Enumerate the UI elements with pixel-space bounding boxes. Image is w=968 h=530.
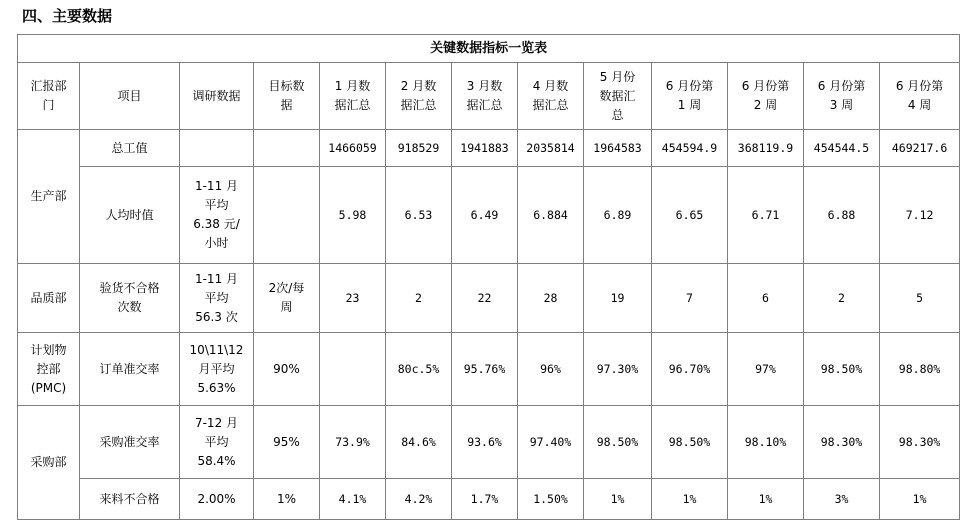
value-cell: 469217.6: [880, 130, 960, 167]
table-row: [18, 167, 960, 264]
value-cell: 2: [386, 264, 452, 333]
value-cell: 4.1%: [320, 479, 386, 520]
value-cell: 6.65: [652, 167, 728, 264]
value-cell: 95.76%: [452, 333, 518, 406]
value-cell: 7.12: [880, 167, 960, 264]
survey-cell: 10\11\12 月平均 5.63%: [180, 333, 254, 406]
value-cell: 97.40%: [518, 406, 584, 479]
value-cell: 918529: [386, 130, 452, 167]
header-cell-may: 5 月份 数据汇 总: [584, 63, 652, 130]
item-cell: 人均时值: [80, 167, 180, 264]
value-cell: 97.30%: [584, 333, 652, 406]
header-cell-jun-w3: 6 月份第 3 周: [804, 63, 880, 130]
value-cell: 2035814: [518, 130, 584, 167]
survey-cell: 7-12 月 平均 58.4%: [180, 406, 254, 479]
value-cell: 19: [584, 264, 652, 333]
department-cell-pmc: 计划物 控部 (PMC): [18, 333, 80, 406]
item-cell: 采购准交率: [80, 406, 180, 479]
value-cell: 1.50%: [518, 479, 584, 520]
value-cell: 454544.5: [804, 130, 880, 167]
value-cell: 80c.5%: [386, 333, 452, 406]
value-cell: 98.30%: [804, 406, 880, 479]
header-cell-jun-w2: 6 月份第 2 周: [728, 63, 804, 130]
target-cell: 2次/每 周: [254, 264, 320, 333]
value-cell: 22: [452, 264, 518, 333]
survey-cell: 1-11 月 平均 6.38 元/ 小时: [180, 167, 254, 264]
value-cell: 1941883: [452, 130, 518, 167]
value-cell: 7: [652, 264, 728, 333]
value-cell: 5.98: [320, 167, 386, 264]
header-cell-department: 汇报部 门: [18, 63, 80, 130]
item-cell: 订单准交率: [80, 333, 180, 406]
item-cell: 总工值: [80, 130, 180, 167]
value-cell: 97%: [728, 333, 804, 406]
value-cell: 98.30%: [880, 406, 960, 479]
survey-cell: 1-11 月 平均 56.3 次: [180, 264, 254, 333]
header-cell-apr: 4 月数 据汇总: [518, 63, 584, 130]
value-cell: 1.7%: [452, 479, 518, 520]
item-cell: 来料不合格: [80, 479, 180, 520]
item-cell: 验货不合格 次数: [80, 264, 180, 333]
value-cell: 3%: [804, 479, 880, 520]
value-cell: 73.9%: [320, 406, 386, 479]
value-cell: 1466059: [320, 130, 386, 167]
header-row: [18, 63, 960, 130]
value-cell: 23: [320, 264, 386, 333]
value-cell: 28: [518, 264, 584, 333]
value-cell: [320, 333, 386, 406]
table-row: [18, 406, 960, 479]
value-cell: 6.884: [518, 167, 584, 264]
value-cell: 454594.9: [652, 130, 728, 167]
value-cell: 6.49: [452, 167, 518, 264]
key-data-table: [17, 34, 960, 520]
header-cell-jun-w1: 6 月份第 1 周: [652, 63, 728, 130]
table-row: [18, 264, 960, 333]
value-cell: 98.10%: [728, 406, 804, 479]
value-cell: 6.71: [728, 167, 804, 264]
section-heading: 四、主要数据: [22, 7, 113, 25]
value-cell: 6.53: [386, 167, 452, 264]
value-cell: 1964583: [584, 130, 652, 167]
survey-cell: [180, 130, 254, 167]
target-cell: [254, 130, 320, 167]
value-cell: 96%: [518, 333, 584, 406]
header-cell-jun-w4: 6 月份第 4 周: [880, 63, 960, 130]
header-cell-survey: 调研数据: [180, 63, 254, 130]
value-cell: 1%: [728, 479, 804, 520]
value-cell: 98.50%: [804, 333, 880, 406]
table-row: [18, 130, 960, 167]
table-row: [18, 333, 960, 406]
department-cell-quality: 品质部: [18, 264, 80, 333]
value-cell: 84.6%: [386, 406, 452, 479]
value-cell: 368119.9: [728, 130, 804, 167]
value-cell: 93.6%: [452, 406, 518, 479]
value-cell: 5: [880, 264, 960, 333]
survey-cell: 2.00%: [180, 479, 254, 520]
header-cell-mar: 3 月数 据汇总: [452, 63, 518, 130]
value-cell: 98.80%: [880, 333, 960, 406]
target-cell: 90%: [254, 333, 320, 406]
header-cell-jan: 1 月数 据汇总: [320, 63, 386, 130]
value-cell: 1%: [584, 479, 652, 520]
department-cell-production: 生产部: [18, 130, 80, 264]
value-cell: 96.70%: [652, 333, 728, 406]
header-cell-feb: 2 月数 据汇总: [386, 63, 452, 130]
department-cell-purchase: 采购部: [18, 406, 80, 520]
value-cell: 4.2%: [386, 479, 452, 520]
value-cell: 2: [804, 264, 880, 333]
value-cell: 6.89: [584, 167, 652, 264]
header-cell-item: 项目: [80, 63, 180, 130]
target-cell: 95%: [254, 406, 320, 479]
value-cell: 1%: [652, 479, 728, 520]
value-cell: 1%: [880, 479, 960, 520]
value-cell: 98.50%: [652, 406, 728, 479]
value-cell: 6.88: [804, 167, 880, 264]
value-cell: 6: [728, 264, 804, 333]
header-cell-target: 目标数 据: [254, 63, 320, 130]
target-cell: [254, 167, 320, 264]
table-row: [18, 479, 960, 520]
table-title: 关键数据指标一览表: [18, 35, 960, 63]
value-cell: 98.50%: [584, 406, 652, 479]
target-cell: 1%: [254, 479, 320, 520]
